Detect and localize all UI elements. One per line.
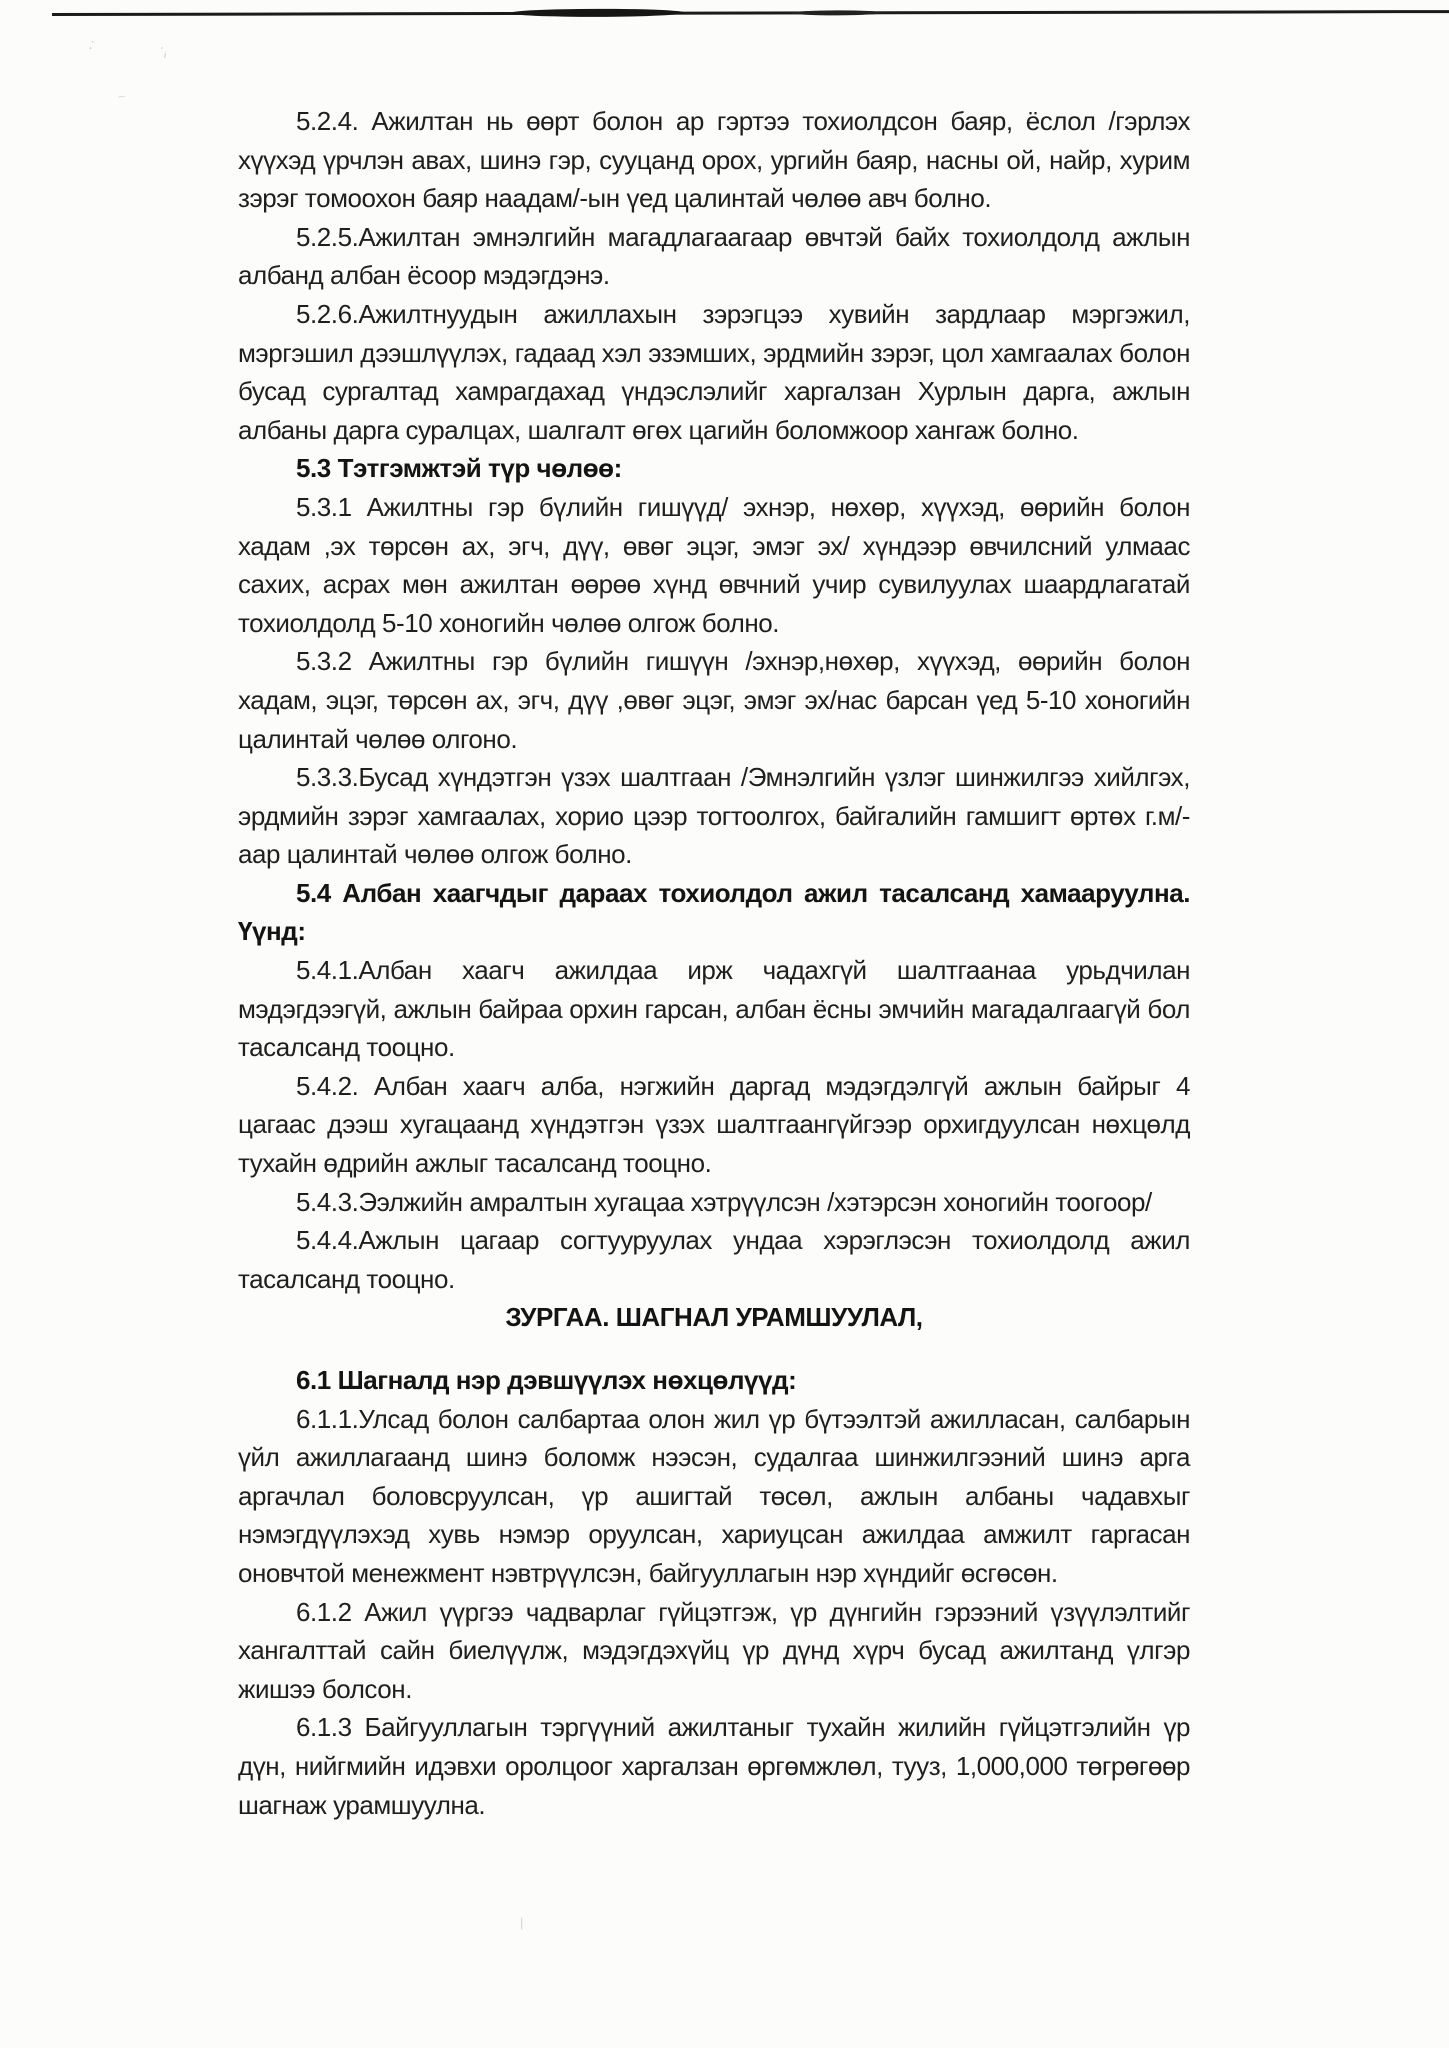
heading-5-3: 5.3 Тэтгэмжтэй түр чөлөө:	[296, 453, 622, 484]
paragraph-5-2-5: 5.2.5.Ажилтан эмнэлгийн магадлагаагаар өвчтэй байх тохиолдолд ажлын албанд албан ёсоор мэдэгдэнэ.	[238, 221, 1190, 291]
paragraph-5-2-4: 5.2.4. Ажилтан нь өөрт болон ар гэртээ тохиолдсон баяр, ёслол /гэрлэх хүүхэд үрчлэн авах, шинэ гэр, сууцанд орох, ургийн баяр, насны ой, найр, хурим зэрэг томоохон баяр наадам/-ын үед цалинтай чөлөө авч болно.	[238, 106, 1190, 214]
scan-edge-line-bulge	[510, 9, 685, 17]
chapter-heading-6: ЗУРГАА. ШАГНАЛ УРАМШУУЛАЛ,	[505, 1302, 923, 1333]
paragraph-6-1-3: 6.1.3 Байгууллагын тэргүүний ажилтаныг тухайн жилийн гүйцэтгэлийн үр дүн, нийгмийн идэвхи оролцоог харгалзан өргөмжлөл, тууз, 1,000,000 төгрөгөөр шагнаж урамшуулна.	[238, 1712, 1190, 1820]
paragraph-5-3-3: 5.3.3.Бусад хүндэтгэн үзэх шалтгаан /Эмнэлгийн үзлэг шинжилгээ хийлгэх, эрдмийн зэрэг хамгаалах, хорио цээр тогтоолгох, байгалийн гамшигт өртөх г.м/-аар цалинтай чөлөө олгож болно.	[238, 762, 1190, 870]
scan-smudge: ·˙	[85, 38, 99, 55]
scan-smudge: ˙ᵢ	[159, 44, 168, 61]
paragraph-5-3-2: 5.3.2 Ажилтны гэр бүлийн гишүүн /эхнэр,нөхөр, хүүхэд, өөрийн болон хадам, эцэг, төрсөн ах, эгч, дүү ,өвөг эцэг, эмэг эх/нас барсан үед 5-10 хоногийн цалинтай чөлөө олгоно.	[238, 646, 1190, 754]
heading-6-1: 6.1 Шагналд нэр дэвшүүлэх нөхцөлүүд:	[296, 1365, 797, 1395]
paragraph-5-4-4: 5.4.4.Ажлын цагаар согтууруулах ундаа хэрэглэсэн тохиолдолд ажил тасалсанд тооцно.	[238, 1225, 1190, 1294]
scan-smudge: |	[520, 1915, 524, 1930]
scan-smudge: ~	[116, 88, 127, 105]
paragraph-6-1-2: 6.1.2 Ажил үүргээ чадварлаг гүйцэтгэж, үр дүнгийн гэрээний үзүүлэлтийг хангалттай сайн биелүүлж, мэдэгдэхүйц үр дүнд хүрч бусад ажилтанд үлгэр жишээ болсон.	[238, 1596, 1190, 1704]
paragraph-5-3-1: 5.3.1 Ажилтны гэр бүлийн гишүүд/ эхнэр, нөхөр, хүүхэд, өөрийн болон хадам ,эх төрсөн ах, эгч, дүү, өвөг эцэг, эмэг эх/ хүндээр өвчилсний улмаас сахих, асрах мөн ажилтан өөрөө хүнд өвчний учир сувилуулах шаардлагатай тохиолдолд 5-10 хоногийн чөлөө олгож болно.	[238, 491, 1190, 638]
scan-edge-line-bulge	[792, 10, 882, 15]
paragraph-5-4-1: 5.4.1.Албан хаагч ажилдаа ирж чадахгүй шалтгаанаа урьдчилан мэдэгдээгүй, ажлын байраа орхин гарсан, албан ёсны эмчийн магадалгаагүй бол тасалсанд тооцно.	[238, 955, 1190, 1063]
paragraph-5-2-6: 5.2.6.Ажилтнуудын ажиллахын зэрэгцээ хувийн зардлаар мэргэжил, мэргэшил дээшлүүлэх, гадаад хэл эзэмших, эрдмийн зэрэг, цол хамгаалах болон бусад сургалтад хамрагдахад үндэслэлийг харгалзан Хурлын дарга, ажлын албаны дарга суралцах, шалгалт өгөх цагийн боломжоор хангаж болно.	[238, 298, 1190, 445]
scan-edge-line	[52, 10, 1449, 16]
paragraph-6-1-1: 6.1.1.Улсад болон салбартаа олон жил үр бүтээлтэй ажилласан, салбарын үйл ажиллагаанд шинэ боломж нээсэн, судалгаа шинжилгээний шинэ арга аргачлал боловсруулсан, үр ашигтай төсөл, ажлын албаны чадавхыг нэмэгдүүлэхэд хувь нэмэр оруулсан, хариуцсан ажилдаа амжилт гаргасан оновчтой менежмент нэвтрүүлсэн, байгууллагын нэр хүндийг өсгөсөн.	[238, 1403, 1190, 1588]
heading-5-4: 5.4 Албан хаагчдыг дараах тохиолдол ажил тасалсанд хамааруулна. Үүнд:	[238, 877, 1190, 947]
paragraph-5-4-3: 5.4.3.Ээлжийн амралтын хугацаа хэтрүүлсэн /хэтэрсэн хоногийн тоогоор/	[296, 1186, 1152, 1217]
document-body	[238, 102, 1190, 1824]
paragraph-5-4-2: 5.4.2. Албан хаагч алба, нэгжийн даргад мэдэгдэлгүй ажлын байрыг 4 цагаас дээш хугацаанд хүндэтгэн үзэх шалтгаангүйгээр орхигдуулсан нөхцөлд тухайн өдрийн ажлыг тасалсанд тооцно.	[238, 1070, 1190, 1179]
